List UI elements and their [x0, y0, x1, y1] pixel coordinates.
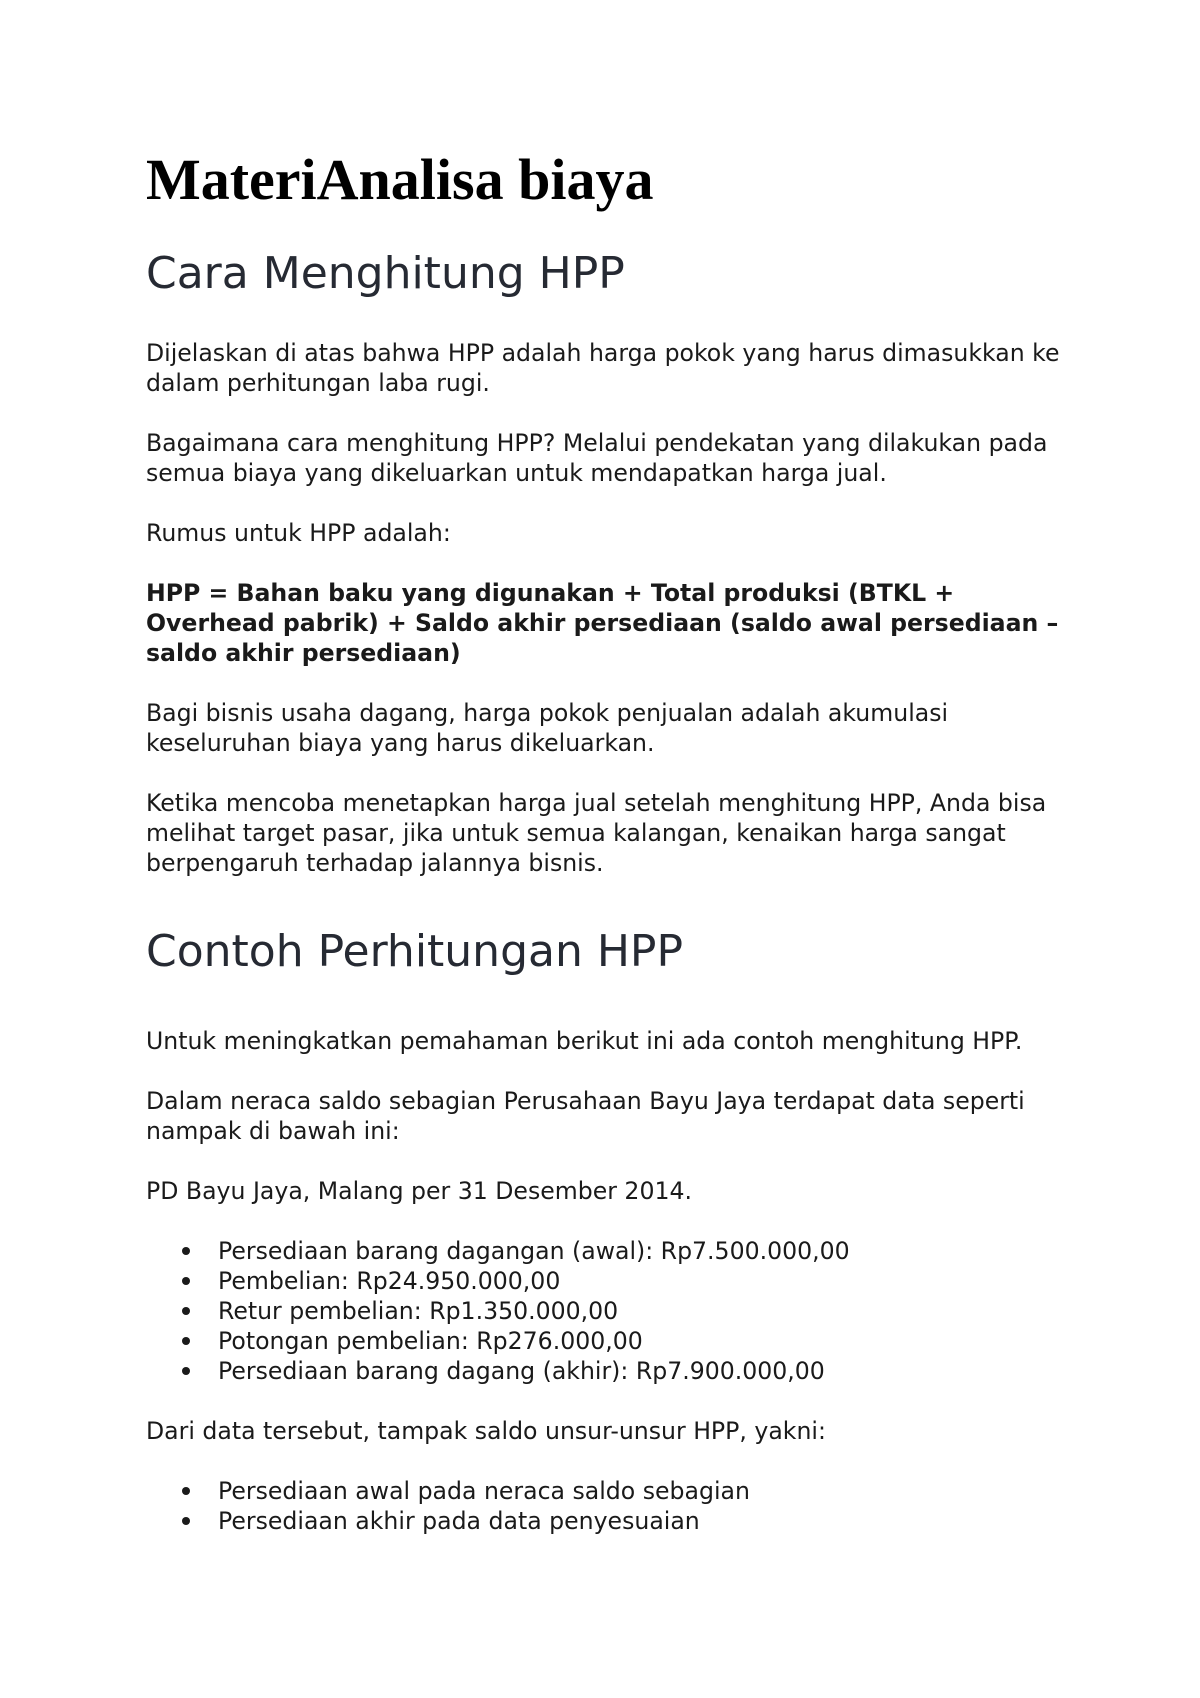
paragraph: Dari data tersebut, tampak saldo unsur-unsur HPP, yakni: — [146, 1417, 826, 1445]
bullet-icon — [182, 1367, 190, 1375]
paragraph: Rumus untuk HPP adalah: — [146, 519, 451, 547]
bullet-icon — [182, 1277, 190, 1285]
bullet-icon — [182, 1337, 190, 1345]
list-item-text: Persediaan barang dagang (akhir): Rp7.900.000,00 — [218, 1357, 825, 1385]
list-item-text: Persediaan akhir pada data penyesuaian — [218, 1507, 700, 1535]
list-item — [218, 1266, 1066, 1296]
paragraph: PD Bayu Jaya, Malang per 31 Desember 2014. — [146, 1177, 692, 1205]
list-item — [218, 1236, 1066, 1266]
paragraph: Dalam neraca saldo sebagian Perusahaan Bayu Jaya terdapat data seperti nampak di bawah ini: — [146, 1087, 1025, 1145]
list-item-text: Pembelian: Rp24.950.000,00 — [218, 1267, 561, 1295]
list-item — [218, 1476, 1066, 1506]
list-item — [218, 1506, 1066, 1536]
paragraph: Bagi bisnis usaha dagang, harga pokok penjualan adalah akumulasi keseluruhan biaya yang harus dikeluarkan. — [146, 699, 949, 757]
paragraph: Bagaimana cara menghitung HPP? Melalui pendekatan yang dilakukan pada semua biaya yang dikeluarkan untuk mendapatkan harga jual. — [146, 429, 1048, 487]
list-item — [218, 1326, 1066, 1356]
bullet-icon — [182, 1307, 190, 1315]
section-heading-contoh-perhitungan-hpp: Contoh Perhitungan HPP — [146, 926, 683, 977]
paragraph: Ketika mencoba menetapkan harga jual setelah menghitung HPP, Anda bisa melihat target pasar, jika untuk semua kalangan, kenaikan harga sangat berpengaruh terhadap jalannya bisnis. — [146, 789, 1047, 877]
bullet-icon — [182, 1247, 190, 1255]
section-heading-cara-menghitung-hpp: Cara Menghitung HPP — [146, 248, 625, 299]
list-item — [218, 1356, 1066, 1386]
bullet-icon — [182, 1517, 190, 1525]
hpp-formula: HPP = Bahan baku yang digunakan + Total produksi (BTKL + Overhead pabrik) + Saldo akhir persediaan (saldo awal persediaan – saldo akhir persediaan) — [146, 579, 1059, 667]
list-item-text: Persediaan awal pada neraca saldo sebagian — [218, 1477, 750, 1505]
list-item-text: Retur pembelian: Rp1.350.000,00 — [218, 1297, 619, 1325]
bullet-icon — [182, 1487, 190, 1495]
list-item — [218, 1296, 1066, 1326]
bullet-list-data — [146, 1236, 1066, 1386]
document-title: MateriAnalisa biaya — [146, 147, 654, 212]
paragraph: Dijelaskan di atas bahwa HPP adalah harga pokok yang harus dimasukkan ke dalam perhitungan laba rugi. — [146, 339, 1060, 397]
bullet-list-unsur-hpp — [146, 1476, 1066, 1536]
document-page — [146, 140, 1066, 1566]
paragraph: Untuk meningkatkan pemahaman berikut ini ada contoh menghitung HPP. — [146, 1027, 1023, 1055]
list-item-text: Potongan pembelian: Rp276.000,00 — [218, 1327, 643, 1355]
list-item-text: Persediaan barang dagangan (awal): Rp7.500.000,00 — [218, 1237, 850, 1265]
